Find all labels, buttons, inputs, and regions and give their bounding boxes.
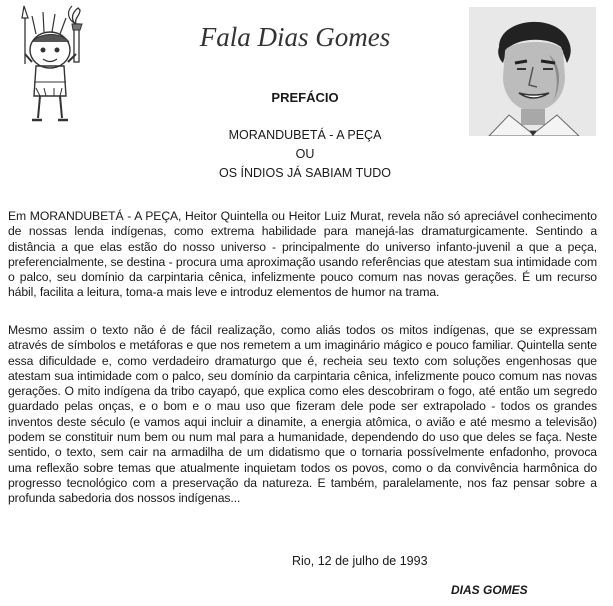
preface-label: PREFÁCIO [271, 90, 339, 105]
play-title-line-2: OU [295, 147, 315, 161]
page-title: Fala Dias Gomes [199, 22, 391, 52]
child-with-torch-illustration [10, 4, 96, 126]
author-signature: DIAS GOMES [451, 583, 528, 597]
play-title-line-3: OS ÍNDIOS JÁ SABIAM TUDO [218, 166, 392, 180]
play-title-line-1: MORANDUBETÁ - A PEÇA [228, 128, 382, 142]
body-paragraph-2: Mesmo assim o texto não é de fácil realização, como aliás todos os mitos indígenas, que se expressam através de símbolos e metáforas e que nos remetem a um imaginário mágico e pouco familiar. Quintella sente essa dificuldade e, como verdadeiro dramaturgo que é, recheia seu texto com soluções engenhosas que atestam sua intimidade com o palco, seu domínio da carpintaria cênica, infelizmente pouco comum nas novas gerações. O mito indígena da tribo cayapó, que explica como eles descobriram o fogo, até então um segredo guardado pelas onças, e o bom e o mau uso que fizeram dele pode ser extrapolado - todos os grandes inventos deste século (e vamos aqui incluir a dinamite, a energia atômica, o avião e até mesmo a televisão) podem se constituir num bem ou num mal para a humanidade, dependendo do uso que deles se faça. Neste sentido, o texto, sem cair na armadilha de um didatismo que o tornaria possívelmente enfadonho, provoca uma reflexão sobre temas que atualmente inquietam todos os povos, como o da convivência harmônica do progresso tecnológico com a preservação da natureza. E também, paralelamente, nos faz pensar sobre a profunda sabedoria dos nossos indígenas... [8, 323, 597, 506]
author-portrait-photo [469, 7, 596, 136]
dateline: Rio, 12 de julho de 1993 [292, 554, 428, 568]
body-paragraph-1: Em MORANDUBETÁ - A PEÇA, Heitor Quintella ou Heitor Luiz Murat, revela não só apreciável conhecimento de nossas lenda indígenas, como extrema habilidade para manejá-las dramaturgicamente. Sentindo a distância a que elas estão do nosso universo - principalmente do universo infanto-juvenil a que a peça, preferencialmente, se destina - procura uma aproximação usando referências que atestam sua intimidade com o palco, seu domínio da carpintaria cênica, infelizmente pouco comum nas novas gerações. É um recurso hábil, facilita a leitura, toma-a mais leve e introduz elementos de humor na trama. [8, 209, 597, 300]
